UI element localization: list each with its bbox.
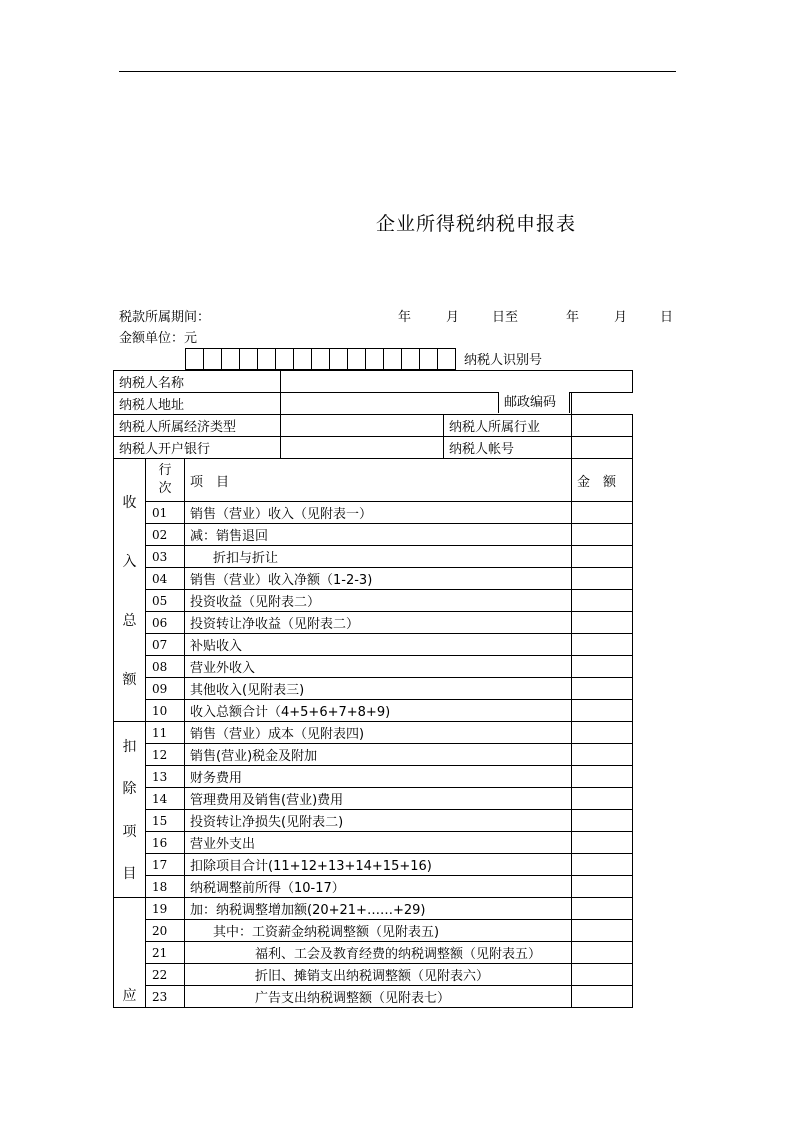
period-month-2: 月 bbox=[614, 310, 628, 325]
section-taxable-char: 应 bbox=[122, 988, 137, 1004]
row-item: 纳税调整前所得（10-17） bbox=[185, 876, 572, 898]
section-income-char: 入 bbox=[122, 553, 137, 570]
tax-return-table bbox=[113, 458, 633, 1008]
amount-unit: 金额单位：元 bbox=[119, 331, 198, 346]
row-number: 19 bbox=[146, 898, 185, 920]
row-number: 12 bbox=[146, 744, 185, 766]
bank-field[interactable] bbox=[281, 437, 444, 459]
id-digit-box[interactable] bbox=[329, 348, 347, 370]
period-year-2: 年 bbox=[566, 310, 580, 325]
row-item: 管理费用及销售(营业)费用 bbox=[185, 788, 572, 810]
econ-type-field[interactable] bbox=[281, 415, 444, 437]
row-item: 福利、工会及教育经费的纳税调整额（见附表五） bbox=[185, 942, 572, 964]
amount-cell[interactable] bbox=[572, 766, 633, 788]
amount-header: 金 额 bbox=[572, 459, 633, 502]
amount-cell[interactable] bbox=[572, 964, 633, 986]
row-item: 其中：工资薪金纳税调整额（见附表五) bbox=[185, 920, 572, 942]
id-digit-box[interactable] bbox=[185, 348, 203, 370]
taxpayer-name-field[interactable] bbox=[281, 371, 633, 393]
section-deduction-char: 扣 bbox=[122, 738, 137, 755]
section-deduction bbox=[114, 722, 146, 898]
period-year-1: 年 bbox=[398, 310, 412, 325]
amount-cell[interactable] bbox=[572, 854, 633, 876]
taxpayer-name-label: 纳税人名称 bbox=[114, 371, 281, 393]
section-income-char: 总 bbox=[122, 612, 137, 629]
row-number: 14 bbox=[146, 788, 185, 810]
econ-type-label: 纳税人所属经济类型 bbox=[114, 415, 281, 437]
form-title: 企业所得税纳税申报表 bbox=[376, 213, 577, 235]
id-digit-box[interactable] bbox=[275, 348, 293, 370]
row-number: 17 bbox=[146, 854, 185, 876]
row-number: 03 bbox=[146, 546, 185, 568]
amount-cell[interactable] bbox=[572, 678, 633, 700]
row-item: 投资转让净收益（见附表二） bbox=[185, 612, 572, 634]
id-digit-box[interactable] bbox=[383, 348, 401, 370]
id-digit-box[interactable] bbox=[203, 348, 221, 370]
taxpayer-id-boxes[interactable] bbox=[185, 348, 456, 370]
row-item: 减：销售退回 bbox=[185, 524, 572, 546]
period-day-2: 日 bbox=[660, 310, 674, 325]
amount-cell[interactable] bbox=[572, 898, 633, 920]
amount-cell[interactable] bbox=[572, 722, 633, 744]
amount-cell[interactable] bbox=[572, 502, 633, 524]
row-number: 07 bbox=[146, 634, 185, 656]
id-digit-box[interactable] bbox=[365, 348, 383, 370]
row-number: 02 bbox=[146, 524, 185, 546]
row-number: 11 bbox=[146, 722, 185, 744]
id-digit-box[interactable] bbox=[239, 348, 257, 370]
section-income-char: 额 bbox=[122, 671, 137, 688]
section-taxable bbox=[114, 898, 146, 1008]
amount-cell[interactable] bbox=[572, 744, 633, 766]
row-item: 销售（营业）收入（见附表一） bbox=[185, 502, 572, 524]
row-number: 04 bbox=[146, 568, 185, 590]
row-number: 22 bbox=[146, 964, 185, 986]
period-label: 税款所属期间： bbox=[119, 310, 211, 325]
id-digit-box[interactable] bbox=[221, 348, 239, 370]
row-item: 销售(营业)税金及附加 bbox=[185, 744, 572, 766]
row-item: 财务费用 bbox=[185, 766, 572, 788]
amount-cell[interactable] bbox=[572, 700, 633, 722]
row-item: 营业外支出 bbox=[185, 832, 572, 854]
amount-cell[interactable] bbox=[572, 810, 633, 832]
amount-cell[interactable] bbox=[572, 832, 633, 854]
row-number: 06 bbox=[146, 612, 185, 634]
row-number: 09 bbox=[146, 678, 185, 700]
amount-cell[interactable] bbox=[572, 986, 633, 1008]
id-digit-box[interactable] bbox=[437, 348, 456, 370]
id-digit-box[interactable] bbox=[293, 348, 311, 370]
section-deduction-char: 除 bbox=[122, 781, 137, 798]
account-label: 纳税人帐号 bbox=[444, 437, 572, 459]
section-deduction-char: 项 bbox=[122, 823, 137, 840]
tax-period-line bbox=[119, 306, 675, 324]
row-item: 销售（营业）成本（见附表四) bbox=[185, 722, 572, 744]
row-number: 01 bbox=[146, 502, 185, 524]
amount-cell[interactable] bbox=[572, 524, 633, 546]
amount-cell[interactable] bbox=[572, 568, 633, 590]
row-number: 15 bbox=[146, 810, 185, 832]
amount-cell[interactable] bbox=[572, 612, 633, 634]
row-item: 投资转让净损失(见附表二) bbox=[185, 810, 572, 832]
id-digit-box[interactable] bbox=[347, 348, 365, 370]
bank-label: 纳税人开户银行 bbox=[114, 437, 281, 459]
amount-cell[interactable] bbox=[572, 942, 633, 964]
section-income bbox=[114, 459, 146, 722]
address-postcode-overlay bbox=[279, 392, 619, 414]
row-number: 08 bbox=[146, 656, 185, 678]
top-rule bbox=[119, 71, 676, 72]
amount-cell[interactable] bbox=[572, 546, 633, 568]
item-header: 项 目 bbox=[185, 459, 572, 502]
period-month-1: 月 bbox=[446, 310, 460, 325]
row-item: 广告支出纳税调整额（见附表七） bbox=[185, 986, 572, 1008]
row-number: 23 bbox=[146, 986, 185, 1008]
row-number: 16 bbox=[146, 832, 185, 854]
row-number: 13 bbox=[146, 766, 185, 788]
industry-field[interactable] bbox=[572, 415, 633, 437]
row-number: 20 bbox=[146, 920, 185, 942]
row-no-header bbox=[146, 459, 185, 502]
row-item: 其他收入(见附表三) bbox=[185, 678, 572, 700]
account-field[interactable] bbox=[572, 437, 633, 459]
row-item: 投资收益（见附表二） bbox=[185, 590, 572, 612]
taxpayer-address-label: 纳税人地址 bbox=[114, 393, 281, 415]
row-number: 21 bbox=[146, 942, 185, 964]
row-item: 加：纳税调整增加额(20+21+……+29) bbox=[185, 898, 572, 920]
row-item: 折扣与折让 bbox=[185, 546, 572, 568]
row-number: 05 bbox=[146, 590, 185, 612]
amount-cell[interactable] bbox=[572, 920, 633, 942]
id-digit-box[interactable] bbox=[311, 348, 329, 370]
row-number: 18 bbox=[146, 876, 185, 898]
row-no-header-2: 次 bbox=[158, 481, 172, 496]
section-income-char: 收 bbox=[122, 494, 137, 511]
row-item: 扣除项目合计(11+12+13+14+15+16) bbox=[185, 854, 572, 876]
amount-cell[interactable] bbox=[572, 788, 633, 810]
id-digit-box[interactable] bbox=[401, 348, 419, 370]
id-digit-box[interactable] bbox=[419, 348, 437, 370]
taxpayer-id-label: 纳税人识别号 bbox=[464, 353, 543, 368]
row-item: 销售（营业）收入净额（1-2-3) bbox=[185, 568, 572, 590]
row-item: 折旧、摊销支出纳税调整额（见附表六） bbox=[185, 964, 572, 986]
industry-label: 纳税人所属行业 bbox=[444, 415, 572, 437]
section-deduction-char: 目 bbox=[122, 866, 137, 883]
row-item: 收入总额合计（4+5+6+7+8+9) bbox=[185, 700, 572, 722]
id-digit-box[interactable] bbox=[257, 348, 275, 370]
row-item: 补贴收入 bbox=[185, 634, 572, 656]
amount-cell[interactable] bbox=[572, 634, 633, 656]
amount-cell[interactable] bbox=[572, 876, 633, 898]
amount-cell[interactable] bbox=[572, 656, 633, 678]
row-item: 营业外收入 bbox=[185, 656, 572, 678]
taxpayer-info-table bbox=[113, 370, 633, 459]
period-day-to: 日至 bbox=[492, 310, 519, 325]
row-number: 10 bbox=[146, 700, 185, 722]
row-no-header-1: 行 bbox=[158, 463, 172, 478]
postcode-label: 邮政编码 bbox=[498, 392, 570, 413]
amount-cell[interactable] bbox=[572, 590, 633, 612]
